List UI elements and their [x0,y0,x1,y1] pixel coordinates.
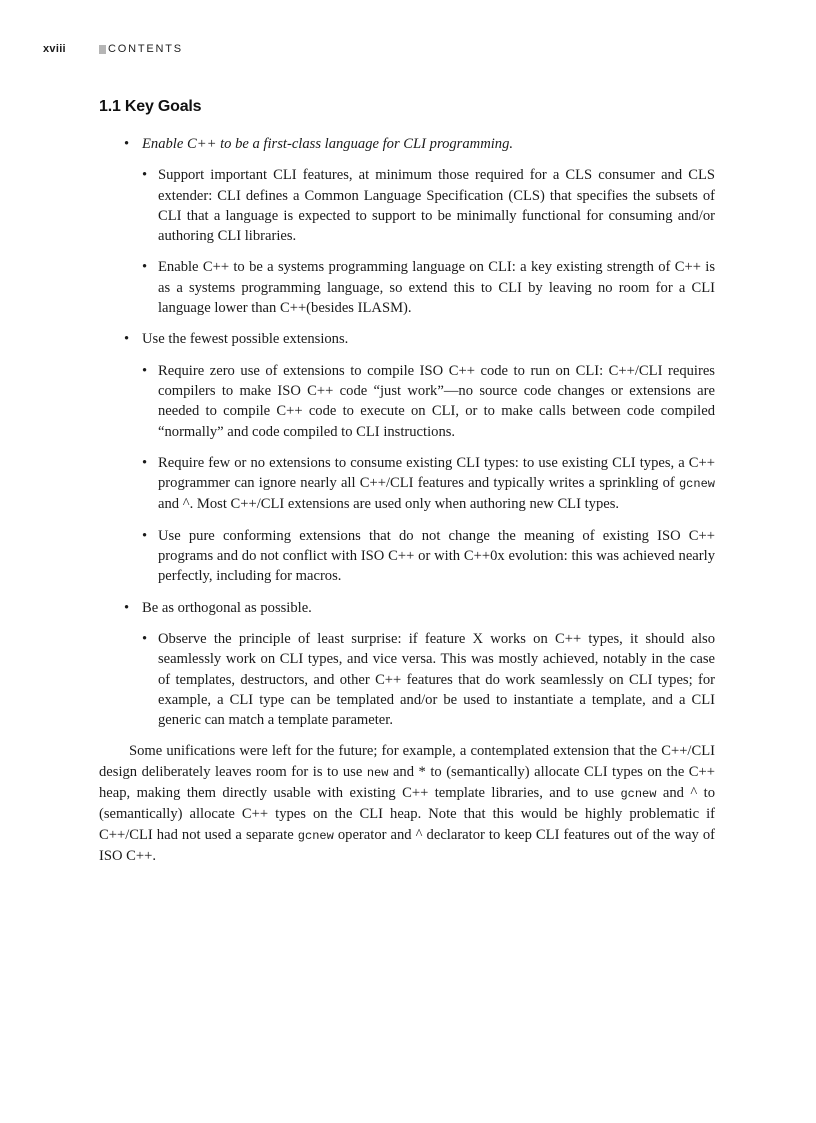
sub-goal-item [142,257,715,318]
goal-lead: Be as orthogonal as possible. [142,599,312,616]
sub-goal-text: Enable C++ to be a systems programming language on CLI: a key existing strength of C++ is as a systems programming language, so extend this to CLI by leaving no room for a CLI language lower than C++(besides ILASM). [158,259,715,317]
bullet-icon: • [142,362,148,379]
page-body [99,134,715,866]
code-keyword: gcnew [678,477,715,492]
text-run: operator and ^ declarator to keep CLI features out of the way of ISO C++. [99,826,715,864]
goal-item [99,329,715,586]
text-run: and ^ to (semantically) allocate C++ types on the CLI heap. Note that this would be highly problematic if C++/CLI had not used a separate [99,785,716,843]
sub-goal-text [158,453,715,515]
code-keyword: new [366,765,389,780]
chapter-label: CONTENTS [108,43,183,55]
sub-goal-item [142,526,715,587]
goal-item [99,134,715,318]
page-number: xviii [43,43,66,55]
bullet-icon: • [124,136,130,152]
sub-goal-item [142,629,715,730]
bullet-icon: • [124,599,130,616]
goal-lead: Use the fewest possible extensions. [142,331,349,348]
closing-paragraph [99,741,715,866]
sub-goals-list [142,629,715,730]
goal-lead: Enable C++ to be a first-class language for CLI programming. [142,136,514,152]
running-head [43,43,183,55]
text-run: and ^. Most C++/CLI extensions are used only when authoring new CLI types. [158,496,620,513]
goals-list [99,134,715,730]
text-run: and * to (semantically) allocate CLI types on the C++ heap, making them directly usable with existing C++ template libraries, and to use [99,763,715,802]
header-bar-icon [99,45,106,54]
goal-item [99,598,715,731]
code-keyword: gcnew [620,787,657,802]
sub-goals-list [142,361,715,587]
sub-goal-item [142,453,715,515]
sub-goal-text: Observe the principle of least surprise: if feature X works on C++ types, it should also seamlessly work on CLI types, and vice versa. This was mostly achieved, notably in the case of templates, destructors, and other C++ features that do work seamlessly on CLI types; for example, a CLI type can be templated and/or be used to instantiate a template, and a CLI generic can match a template parameter. [158,630,715,729]
bullet-icon: • [142,527,148,544]
sub-goal-text: Require zero use of extensions to compile ISO C++ code to run on CLI: C++/CLI requires compilers to make ISO C++ code “just work”—no source code changes or extensions are needed to compile C++ code to execute on CLI, or to make calls between code compiled “normally” and code compiled to CLI instructions. [158,362,715,440]
bullet-icon: • [124,331,130,348]
sub-goal-item [142,361,715,442]
bullet-icon: • [142,630,148,647]
bullet-icon: • [142,259,148,276]
bullet-icon: • [142,454,148,471]
sub-goal-text: Support important CLI features, at minimum those required for a CLS consumer and CLS extender: CLI defines a Common Language Specification (CLS) that specifies the subsets of CLI that a language is expected to support to be minimally functional for consuming and/or authoring CLI libraries. [158,167,715,245]
text-run: Some unifications were left for the future; for example, a contemplated extension that the C++/CLI design deliberately leaves room for is to use [99,743,715,780]
sub-goal-item [142,165,715,246]
sub-goal-text: Use pure conforming extensions that do not change the meaning of existing ISO C++ programs and do not conflict with ISO C++ or with C++0x evolution: this was achieved nearly perfectly, including for macros. [158,527,715,585]
text-run: Require few or no extensions to consume existing CLI types: to use existing CLI types, a C++ programmer can ignore nearly all C++/CLI features and typically writes a sprinkling of [158,454,715,492]
sub-goals-list [142,165,715,318]
code-keyword: gcnew [297,828,334,843]
section-heading: 1.1 Key Goals [99,98,202,115]
bullet-icon: • [142,167,148,184]
